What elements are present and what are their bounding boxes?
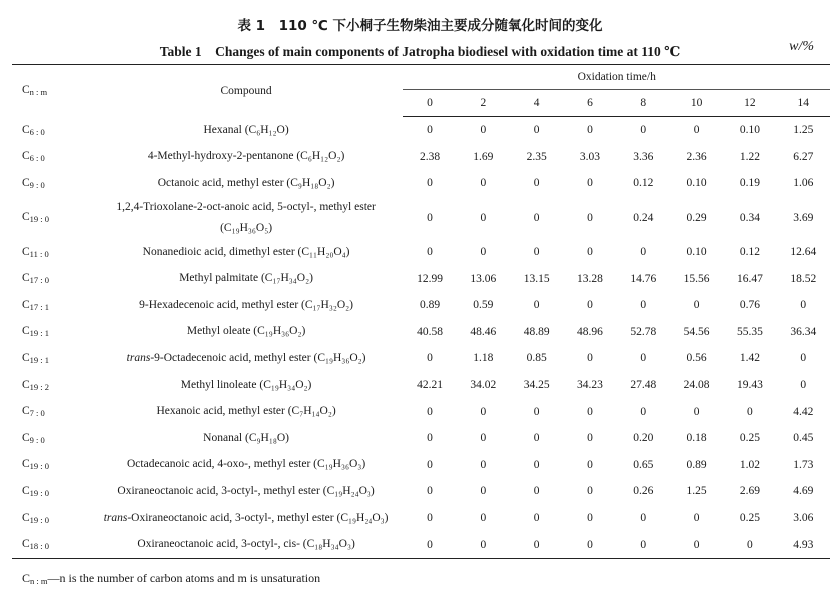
value-cell: 1.73: [793, 458, 814, 471]
value-cell: 0: [427, 177, 433, 190]
value-cell: 0: [693, 299, 700, 312]
value-cell: 0.10: [739, 124, 760, 137]
value-cell: 0.12: [633, 177, 654, 190]
value-cell: 0.20: [633, 432, 654, 445]
carbon-unsaturation-cell: $C_{17 : 0}$: [22, 272, 50, 286]
compound-cell: Hexanoic acid, methyl ester (C₇H₁₄O₂): [156, 405, 336, 418]
compound-cell: Oxiraneoctanoic acid, 3-octyl-, methyl ester (C₁₉H₂₄O₃): [117, 484, 375, 497]
value-cell: 0: [800, 352, 807, 365]
unit-label: w/%: [789, 39, 814, 54]
carbon-unsaturation-cell: $C_{17 : 1}$: [22, 298, 50, 312]
header-compound: Compound: [220, 84, 272, 97]
value-cell: 0: [480, 246, 487, 259]
value-cell: 12.64: [790, 246, 817, 259]
carbon-unsaturation-cell: $C_{19 : 2}$: [22, 378, 50, 392]
value-cell: 0.45: [793, 432, 814, 445]
table-row: [12, 319, 830, 346]
value-cell: 0.26: [633, 485, 654, 498]
value-cell: 3.69: [793, 211, 814, 224]
carbon-unsaturation-cell: $C_{19 : 1}$: [22, 351, 50, 365]
value-cell: 13.15: [523, 272, 550, 285]
value-cell: 0.34: [739, 211, 760, 224]
value-cell: 42.21: [417, 379, 443, 392]
table-row: [12, 239, 830, 266]
table-caption-english: Table 1 Changes of main components of Jatropha biodiesel with oxidation time at 110 ℃: [159, 44, 681, 59]
value-cell: 0: [480, 432, 487, 445]
value-cell: 0: [587, 246, 593, 259]
carbon-unsaturation-cell: $C_{19 : 0}$: [22, 484, 50, 498]
value-cell: 0: [587, 485, 593, 498]
value-cell: 34.23: [577, 379, 603, 392]
value-cell: 0: [640, 246, 647, 259]
table-row: [12, 452, 830, 479]
value-cell: 0: [800, 379, 807, 392]
compound-cell: 4-Methyl-hydroxy-2-pentanone (C₆H₁₂O₂): [147, 150, 345, 163]
value-cell: 18.52: [790, 272, 817, 285]
value-cell: 0: [693, 512, 700, 525]
table-row: [12, 372, 830, 399]
value-cell: 4.42: [793, 405, 814, 418]
header-time-4: 4: [510, 90, 563, 117]
value-cell: 16.47: [736, 272, 763, 285]
value-cell: 0: [533, 458, 540, 471]
value-cell: 0.25: [739, 432, 760, 445]
value-cell: 2.69: [739, 485, 760, 498]
value-cell: 0: [587, 299, 593, 312]
value-cell: 1.25: [793, 124, 814, 137]
header-time-0: 0: [403, 90, 456, 117]
carbon-unsaturation-cell: $C_{11 : 0}$: [22, 245, 49, 259]
value-cell: 0: [747, 405, 753, 418]
value-cell: 0: [533, 512, 540, 525]
value-cell: 0: [427, 432, 433, 445]
value-cell: 0.76: [739, 299, 760, 312]
value-cell: 0: [693, 405, 700, 418]
header-time-8: 8: [617, 90, 670, 117]
table-caption-chinese: 表 1 110 ℃ 下小桐子生物柴油主要成分随氧化时间的变化: [237, 18, 603, 34]
value-cell: 48.89: [523, 325, 550, 338]
header-oxidation-time: Oxidation time/h: [403, 65, 830, 90]
header-time-12: 12: [723, 90, 776, 117]
carbon-unsaturation-cell: $C_{6 : 0}$: [22, 123, 45, 137]
value-cell: 0: [640, 512, 647, 525]
value-cell: 36.34: [790, 325, 817, 338]
value-cell: 0: [587, 458, 593, 471]
value-cell: 0: [427, 485, 433, 498]
value-cell: 19.43: [736, 379, 763, 392]
header-time-10: 10: [670, 90, 723, 117]
table-row: [12, 265, 830, 292]
value-cell: 0: [640, 124, 647, 137]
table-row: [12, 531, 830, 558]
value-cell: 6.27: [793, 150, 814, 163]
table-row: [12, 144, 830, 171]
table-row: [12, 117, 830, 144]
value-cell: 0: [587, 405, 593, 418]
value-cell: 1.18: [473, 352, 494, 365]
table-row: [12, 292, 830, 319]
carbon-unsaturation-cell: $C_{9 : 0}$: [22, 176, 45, 190]
value-cell: 4.69: [793, 485, 814, 498]
value-cell: 0: [480, 512, 487, 525]
table-row: [12, 505, 830, 532]
value-cell: 0.56: [686, 352, 707, 365]
value-cell: 3.06: [793, 512, 814, 525]
table-row: [12, 425, 830, 452]
value-cell: 0: [800, 299, 807, 312]
value-cell: 0.89: [686, 458, 707, 471]
value-cell: 12.99: [417, 272, 443, 285]
table-row: [12, 478, 830, 505]
compound-cell: Octanoic acid, methyl ester (C₉H₁₈O₂): [157, 176, 335, 189]
value-cell: 0: [533, 299, 540, 312]
value-cell: 52.78: [630, 325, 657, 338]
value-cell: 0: [693, 124, 700, 137]
value-cell: 0: [587, 211, 593, 224]
value-cell: 0: [533, 405, 540, 418]
value-cell: 0: [480, 177, 487, 190]
table-row: [12, 197, 830, 239]
value-cell: 0: [480, 211, 487, 224]
value-cell: 2.35: [526, 150, 547, 163]
value-cell: 0: [617, 531, 670, 558]
table-footnote: $C_{n : m}—n$ is the number of carbon atoms and m is unsaturation: [22, 571, 321, 586]
value-cell: 0: [640, 405, 647, 418]
carbon-unsaturation-cell: $C_{18 : 0}$: [12, 531, 89, 558]
compound-cell: Methyl linoleate (C₁₉H₃₄O₂): [180, 378, 312, 391]
value-cell: 0: [480, 405, 487, 418]
compound-cell: Oxiraneoctanoic acid, 3-octyl-, cis- (C₁₈H₃₄O₃): [89, 531, 404, 558]
value-cell: 34.25: [523, 379, 550, 392]
value-cell: 34.02: [470, 379, 497, 392]
header-time-2: 2: [457, 90, 510, 117]
value-cell: 0: [533, 124, 540, 137]
value-cell: 0: [587, 512, 593, 525]
value-cell: 0: [403, 531, 456, 558]
value-cell: 14.76: [630, 272, 657, 285]
value-cell: 0: [510, 531, 563, 558]
carbon-unsaturation-cell: $C_{19 : 0}$: [22, 458, 50, 472]
compound-cell: Nonanal (C₉H₁₈O): [203, 431, 289, 444]
table-row: [12, 398, 830, 425]
compound-cell: trans-Oxiraneoctanoic acid, 3-octyl-, methyl ester (C₁₉H₂₄O₃): [103, 511, 389, 524]
carbon-unsaturation-cell: $C_{7 : 0}$: [22, 405, 45, 419]
value-cell: 0.12: [739, 246, 760, 259]
value-cell: 13.28: [577, 272, 603, 285]
compound-cell: Hexanal (C₆H₁₂O): [203, 123, 289, 136]
value-cell: 0: [480, 124, 487, 137]
value-cell: 1.22: [739, 150, 760, 163]
value-cell: 0.18: [686, 432, 707, 445]
value-cell: 0: [533, 211, 540, 224]
table-row: [12, 345, 830, 372]
value-cell: 0: [640, 352, 647, 365]
compound-cell: Methyl oleate (C₁₉H₃₆O₂): [186, 325, 306, 338]
value-cell: 0: [427, 211, 433, 224]
value-cell: 0.65: [633, 458, 654, 471]
value-cell: 40.58: [417, 325, 443, 338]
value-cell: 0: [587, 124, 593, 137]
carbon-unsaturation-cell: $C_{19 : 0}$: [22, 211, 50, 225]
value-cell: 2.38: [419, 150, 441, 163]
value-cell: 0: [587, 177, 593, 190]
value-cell: 0: [427, 352, 433, 365]
value-cell: 1.69: [473, 150, 494, 163]
value-cell: 0.25: [739, 512, 760, 525]
carbon-unsaturation-cell: $C_{19 : 1}$: [22, 325, 50, 339]
data-table: [12, 64, 830, 559]
compound-cell: 9-Hexadecenoic acid, methyl ester (C₁₇H₃₂O₂): [139, 298, 354, 311]
header-time-6: 6: [563, 90, 616, 117]
value-cell: 0.19: [739, 177, 760, 190]
carbon-unsaturation-cell: $C_{19 : 0}$: [22, 511, 50, 525]
value-cell: 0.59: [473, 299, 494, 312]
value-cell: 0.85: [526, 352, 547, 365]
value-cell: 1.25: [686, 485, 707, 498]
value-cell: 0: [563, 531, 616, 558]
value-cell: 0: [587, 352, 593, 365]
header-time-14: 14: [777, 90, 830, 117]
compound-cell: 1,2,4-Trioxolane-2-oct-anoic acid, 5-octyl-, methyl ester (C₁₉H₃₆O₅): [116, 200, 376, 234]
value-cell: 27.48: [630, 379, 657, 392]
value-cell: 0: [427, 246, 433, 259]
value-cell: 0: [480, 458, 487, 471]
value-cell: 0.10: [686, 177, 707, 190]
value-cell: 15.56: [683, 272, 710, 285]
value-cell: 0: [670, 531, 723, 558]
compound-cell: Octadecanoic acid, 4-oxo-, methyl ester (C₁₉H₃₆O₃): [127, 458, 366, 471]
header-cnm: $C_{n : m}$: [22, 84, 48, 98]
value-cell: 0: [427, 124, 433, 137]
value-cell: 48.46: [470, 325, 497, 338]
value-cell: 48.96: [577, 325, 603, 338]
value-cell: 0.29: [686, 211, 707, 224]
value-cell: 0: [723, 531, 776, 558]
value-cell: 0: [480, 485, 487, 498]
compound-cell: trans-9-Octadecenoic acid, methyl ester (C₁₉H₃₆O₂): [126, 351, 366, 364]
value-cell: 0.10: [686, 246, 707, 259]
compound-cell: Nonanedioic acid, dimethyl ester (C₁₁H₂₀O₄): [142, 245, 350, 258]
value-cell: 0: [640, 299, 647, 312]
value-cell: 0: [427, 458, 433, 471]
value-cell: 3.03: [579, 150, 601, 163]
value-cell: 0: [587, 432, 593, 445]
value-cell: 24.08: [683, 379, 710, 392]
value-cell: 13.06: [470, 272, 497, 285]
carbon-unsaturation-cell: $C_{6 : 0}$: [22, 150, 45, 164]
carbon-unsaturation-cell: $C_{9 : 0}$: [22, 431, 45, 445]
value-cell: 0.89: [419, 299, 441, 312]
value-cell: 0: [427, 405, 433, 418]
value-cell: 0: [457, 531, 510, 558]
value-cell: 0: [427, 512, 433, 525]
compound-cell: Methyl palmitate (C₁₇H₃₄O₂): [179, 272, 313, 285]
value-cell: 2.36: [686, 150, 707, 163]
table-row: [12, 170, 830, 197]
value-cell: 0.24: [633, 211, 654, 224]
value-cell: 1.06: [793, 177, 814, 190]
value-cell: 3.36: [633, 150, 654, 163]
value-cell: 0: [533, 485, 540, 498]
value-cell: 55.35: [736, 325, 763, 338]
value-cell: 0: [533, 246, 540, 259]
value-cell: 4.93: [777, 531, 830, 558]
value-cell: 0: [533, 432, 540, 445]
value-cell: 1.02: [739, 458, 760, 471]
value-cell: 1.42: [739, 352, 760, 365]
value-cell: 0: [533, 177, 540, 190]
value-cell: 54.56: [683, 325, 710, 338]
